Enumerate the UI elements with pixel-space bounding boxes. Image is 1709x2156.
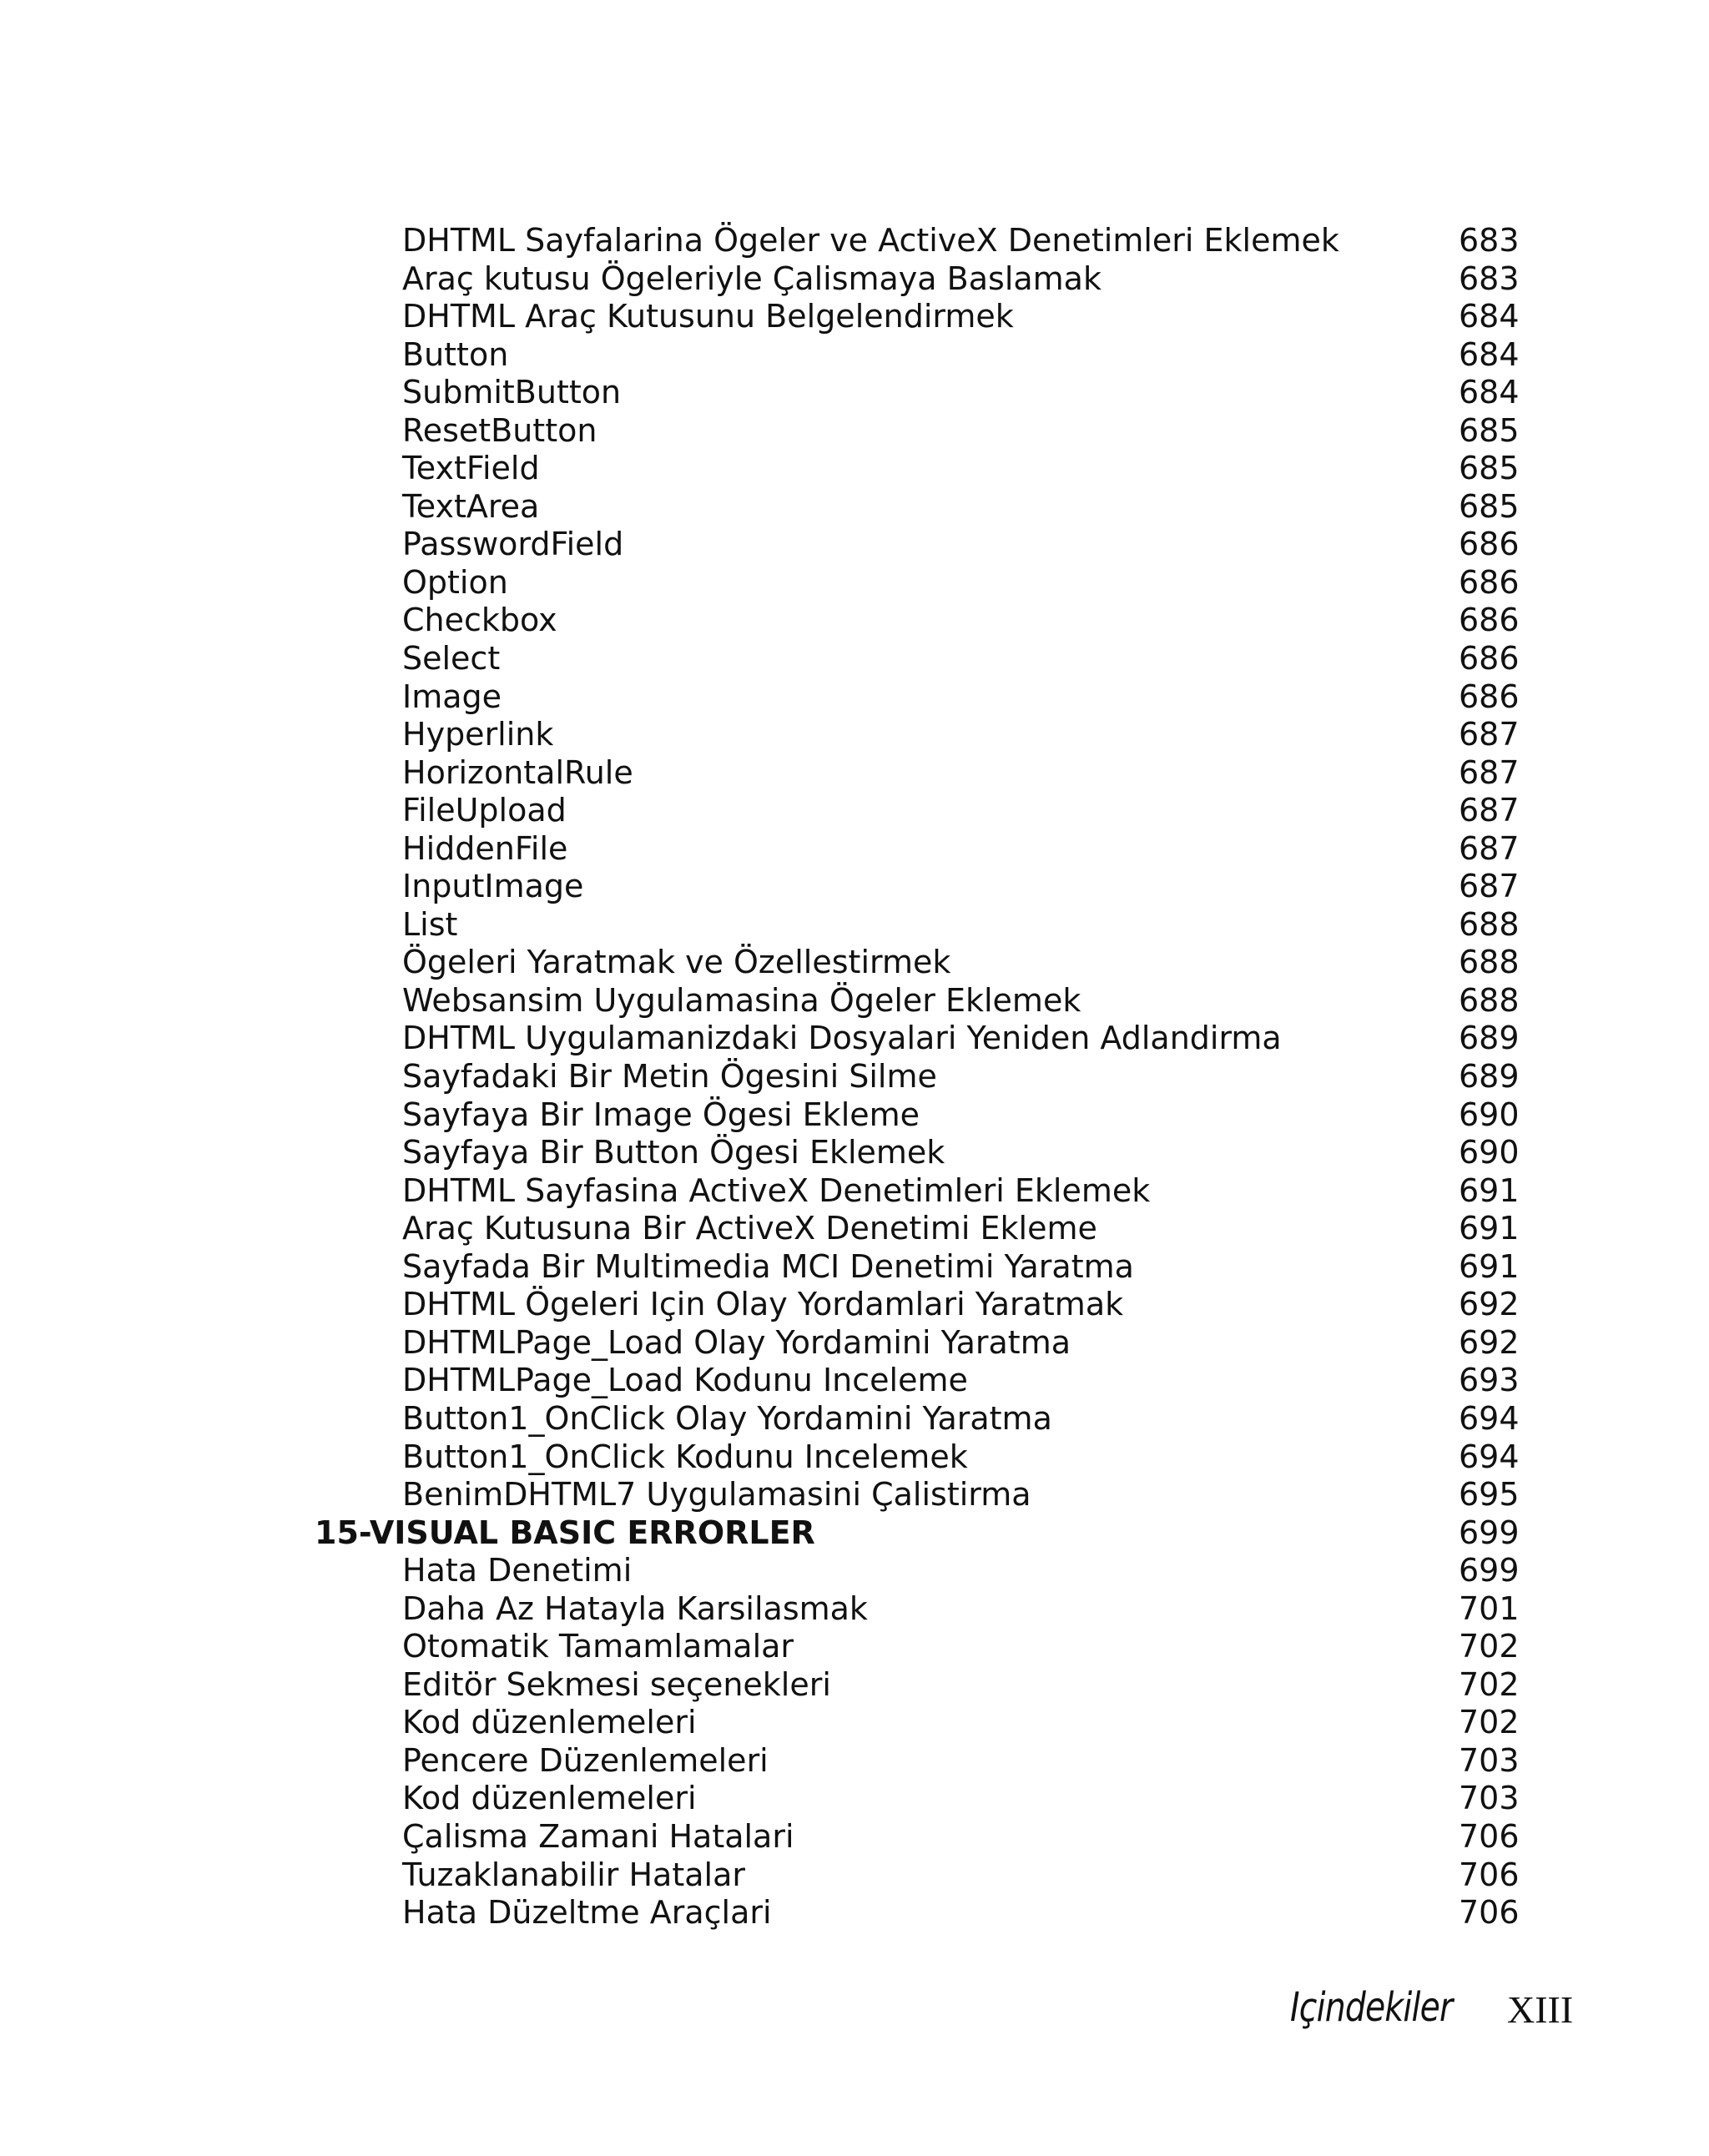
toc-entry-page-number: 686 [1459, 602, 1520, 639]
toc-entry-page-number: 706 [1459, 1856, 1520, 1893]
toc-entry-page-number: 691 [1459, 1171, 1520, 1209]
toc-entry-page-number: 693 [1459, 1362, 1520, 1399]
toc-entry-title: Araç Kutusuna Bir ActiveX Denetimi Ekleme [402, 1210, 1097, 1247]
toc-entry-title: List [402, 905, 458, 943]
toc-entry-page-number: 687 [1459, 792, 1520, 829]
toc-entry [0, 716, 1709, 754]
toc-entry-page-number: 687 [1459, 868, 1520, 905]
toc-entry-title: HiddenFile [402, 829, 568, 867]
toc-entry-title: PasswordField [402, 526, 624, 563]
toc-entry-title: InputImage [402, 868, 584, 905]
toc-entry [0, 1704, 1709, 1742]
toc-entry [0, 336, 1709, 375]
toc-entry-page-number: 686 [1459, 640, 1520, 678]
toc-entry-page-number: 699 [1459, 1552, 1520, 1589]
toc-entry-page-number: 691 [1459, 1210, 1520, 1247]
toc-entry-page-number: 685 [1459, 411, 1520, 449]
toc-entry [0, 1210, 1709, 1248]
toc-entry-title: Editör Sekmesi seçenekleri [402, 1665, 831, 1703]
toc-entry [0, 260, 1709, 299]
toc-entry [0, 792, 1709, 830]
toc-entry [0, 678, 1709, 717]
toc-entry [0, 1134, 1709, 1172]
footer-page-number: XIII [1507, 1988, 1574, 2031]
toc-entry [0, 754, 1709, 793]
toc-entry [0, 1818, 1709, 1856]
toc-entry-title: HorizontalRule [402, 753, 633, 791]
table-of-contents [0, 222, 1709, 1932]
toc-entry [0, 982, 1709, 1020]
toc-entry [0, 1666, 1709, 1705]
toc-entry [0, 640, 1709, 678]
toc-entry-title: ResetButton [402, 411, 597, 449]
toc-entry-title: Button [402, 335, 509, 373]
toc-entry-page-number: 684 [1459, 374, 1520, 411]
toc-entry [0, 1476, 1709, 1514]
toc-entry [0, 830, 1709, 869]
toc-entry-page-number: 687 [1459, 753, 1520, 791]
toc-entry [0, 1324, 1709, 1363]
toc-entry [0, 526, 1709, 564]
toc-entry-page-number: 685 [1459, 487, 1520, 525]
toc-entry-title: Websansim Uygulamasina Ögeler Eklemek [402, 981, 1081, 1019]
toc-entry [0, 1362, 1709, 1400]
toc-entry-page-number: 699 [1459, 1514, 1520, 1551]
toc-entry [0, 488, 1709, 526]
toc-entry-title: Tuzaklanabilir Hatalar [402, 1856, 745, 1893]
toc-entry-page-number: 702 [1459, 1628, 1520, 1665]
toc-entry [0, 1020, 1709, 1058]
toc-entry-title: TextArea [402, 487, 540, 525]
toc-entry-page-number: 689 [1459, 1058, 1520, 1096]
toc-entry-page-number: 688 [1459, 944, 1520, 981]
toc-entry-page-number: 692 [1459, 1323, 1520, 1361]
toc-entry-page-number: 694 [1459, 1399, 1520, 1437]
toc-entry [0, 450, 1709, 488]
toc-entry-title: Otomatik Tamamlamalar [402, 1628, 794, 1665]
toc-entry [0, 222, 1709, 260]
toc-entry-page-number: 703 [1459, 1741, 1520, 1779]
toc-entry [0, 1438, 1709, 1477]
toc-entry-title: DHTML Araç Kutusunu Belgelendirmek [402, 298, 1014, 335]
toc-entry-title: Button1_OnClick Kodunu Incelemek [402, 1438, 968, 1475]
toc-entry-page-number: 690 [1459, 1096, 1520, 1133]
toc-entry-title: Hata Düzeltme Araçlari [402, 1894, 772, 1932]
toc-entry-title: Kod düzenlemeleri [402, 1780, 697, 1817]
toc-entry-title: Pencere Düzenlemeleri [402, 1741, 769, 1779]
toc-entry-page-number: 689 [1459, 1020, 1520, 1057]
toc-entry-page-number: 702 [1459, 1665, 1520, 1703]
toc-entry [0, 1590, 1709, 1629]
toc-entry [0, 1400, 1709, 1438]
toc-entry-page-number: 701 [1459, 1589, 1520, 1627]
toc-entry-title: DHTML Uygulamanizdaki Dosyalari Yeniden Adlandirma [402, 1020, 1282, 1057]
toc-entry [0, 1742, 1709, 1781]
footer-section-title: Içindekiler [1290, 1984, 1453, 2031]
toc-entry-page-number: 684 [1459, 335, 1520, 373]
toc-entry-page-number: 688 [1459, 905, 1520, 943]
toc-entry-title: Ögeleri Yaratmak ve Özellestirmek [402, 944, 951, 981]
toc-entry-title: BenimDHTML7 Uygulamasini Çalistirma [402, 1476, 1031, 1514]
toc-entry-page-number: 695 [1459, 1476, 1520, 1514]
toc-entry-page-number: 706 [1459, 1817, 1520, 1855]
toc-entry [0, 1780, 1709, 1818]
toc-entry-title: SubmitButton [402, 374, 622, 411]
toc-entry-title: DHTML Ögeleri Için Olay Yordamlari Yaratmak [402, 1286, 1124, 1323]
toc-entry-title: Araç kutusu Ögeleriyle Çalismaya Baslamak [402, 259, 1102, 297]
toc-entry-title: Sayfadaki Bir Metin Ögesini Silme [402, 1058, 937, 1096]
toc-entry-page-number: 686 [1459, 563, 1520, 601]
toc-entry-page-number: 683 [1459, 222, 1520, 259]
page-footer [0, 1984, 1709, 2043]
toc-entry-title: Hata Denetimi [402, 1552, 633, 1589]
toc-entry [0, 868, 1709, 906]
toc-entry-title: Select [402, 640, 501, 678]
toc-entry-page-number: 684 [1459, 298, 1520, 335]
toc-entry-title: TextField [402, 450, 540, 487]
toc-entry-page-number: 686 [1459, 526, 1520, 563]
toc-entry [0, 374, 1709, 412]
toc-entry [0, 1286, 1709, 1324]
toc-entry-title: DHTML Sayfalarina Ögeler ve ActiveX Denetimleri Eklemek [402, 222, 1339, 259]
toc-entry-page-number: 706 [1459, 1894, 1520, 1932]
toc-entry [0, 412, 1709, 451]
toc-entry [0, 298, 1709, 336]
toc-entry-title: Sayfada Bir Multimedia MCI Denetimi Yaratma [402, 1247, 1134, 1285]
toc-entry-title: DHTMLPage_Load Olay Yordamini Yaratma [402, 1323, 1071, 1361]
toc-entry [0, 1856, 1709, 1895]
toc-entry-page-number: 703 [1459, 1780, 1520, 1817]
toc-entry [0, 564, 1709, 602]
toc-entry-page-number: 687 [1459, 716, 1520, 753]
toc-entry-title: Checkbox [402, 602, 557, 639]
toc-entry-title: 15-VISUAL BASIC ERRORLER [315, 1514, 815, 1551]
toc-entry-page-number: 683 [1459, 259, 1520, 297]
toc-entry-title: DHTMLPage_Load Kodunu Inceleme [402, 1362, 968, 1399]
toc-entry-title: Hyperlink [402, 716, 554, 753]
toc-entry [0, 1248, 1709, 1287]
toc-entry-page-number: 690 [1459, 1134, 1520, 1171]
toc-entry [0, 1628, 1709, 1666]
toc-entry [0, 1096, 1709, 1135]
toc-entry-title: DHTML Sayfasina ActiveX Denetimleri Eklemek [402, 1171, 1151, 1209]
toc-entry [0, 1894, 1709, 1932]
toc-entry-page-number: 692 [1459, 1286, 1520, 1323]
toc-entry-title: Çalisma Zamani Hatalari [402, 1817, 794, 1855]
toc-entry-title: Daha Az Hatayla Karsilasmak [402, 1589, 868, 1627]
toc-entry-title: Option [402, 563, 508, 601]
toc-entry-page-number: 686 [1459, 678, 1520, 715]
toc-entry-title: Sayfaya Bir Button Ögesi Eklemek [402, 1134, 945, 1171]
toc-entry-title: Kod düzenlemeleri [402, 1704, 697, 1741]
toc-entry-page-number: 702 [1459, 1704, 1520, 1741]
toc-entry [0, 906, 1709, 945]
toc-entry-page-number: 688 [1459, 981, 1520, 1019]
toc-entry-page-number: 685 [1459, 450, 1520, 487]
toc-entry [0, 944, 1709, 982]
toc-entry [0, 602, 1709, 640]
toc-entry-page-number: 687 [1459, 829, 1520, 867]
toc-entry-title: FileUpload [402, 792, 567, 829]
toc-entry-title: Sayfaya Bir Image Ögesi Ekleme [402, 1096, 920, 1133]
toc-entry-page-number: 694 [1459, 1438, 1520, 1475]
toc-entry [0, 1552, 1709, 1590]
toc-chapter-heading [0, 1514, 1709, 1553]
toc-entry [0, 1058, 1709, 1096]
toc-entry-title: Button1_OnClick Olay Yordamini Yaratma [402, 1399, 1052, 1437]
toc-entry-title: Image [402, 678, 502, 715]
toc-entry [0, 1172, 1709, 1211]
toc-entry-page-number: 691 [1459, 1247, 1520, 1285]
